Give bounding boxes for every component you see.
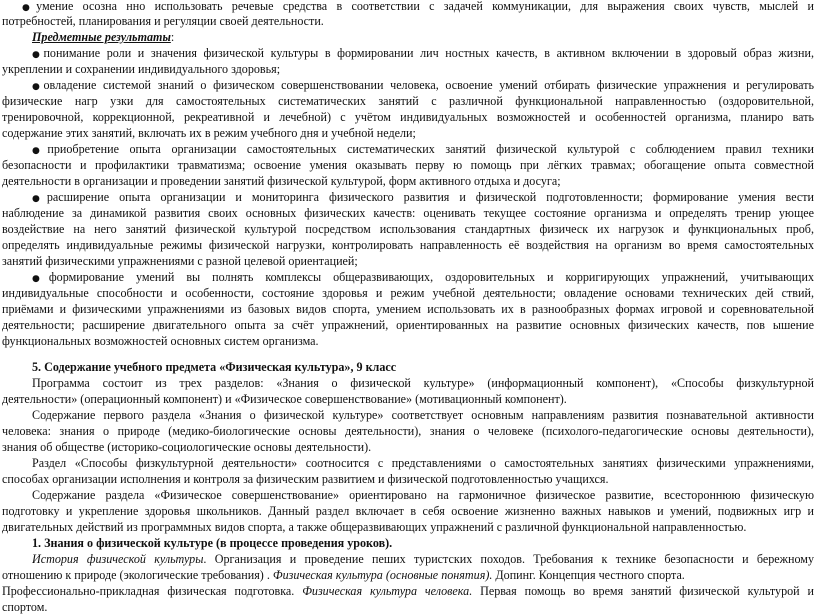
bullet-item: ●формирование умений вы полнять комплексы общеразвивающих, оздоровительных и корригирующих упражнений, учитывающих [32,270,814,284]
text-line: деятельности в организации и проведении занятий физической культурой, форм активного отдыха и досуга; [2,174,561,188]
text-line: содержание этих занятий, включать их в режим учебного дня и учебной недели; [2,126,416,140]
paragraph-line: спортом. [2,600,48,614]
bullet-icon: ● [32,194,47,204]
bullet-icon: ● [22,3,37,13]
text-line: укреплении и сохранении индивидуального здоровья; [2,62,281,76]
paragraph-line: человека: знания о природе (медико-биологические основы деятельности), знания о человеке (психолого-педагогические основы деятельности), [2,424,814,438]
bullet-icon: ● [32,50,44,60]
paragraph-line: деятельности» (операционный компонент) и «Физическое совершенствование» (мотивационный компонент). [2,392,567,406]
subject-results-heading: Предметные результаты: [32,30,175,44]
bullet-item: ●расширение опыта организации и мониторинга физического развития и физической подготовленности; формирование умения вести [32,190,814,204]
text-line: воздействие на него занятий физической культурой посредством использования стандартных физическ их нагрузок и функциональных проб, [2,222,814,236]
bullet-icon: ● [32,82,44,92]
section-title: 5. Содержание учебного предмета «Физическая культура», 9 класс [32,360,397,374]
bullet-item: ●понимание роли и значения физической культуры в формировании лич ностных качеств, в активном включении в здоровый образ жизни, [32,46,814,60]
text-line: безопасности и профилактики травматизма; освоение умения оказывать перву ю помощь при лёгких травмах; обогащение опыта совместной [2,158,814,172]
text-line: деятельности; расширение двигательного опыта за счёт упражнений, ориентированных на развитие основных физических качеств, пов ышение [2,318,814,332]
text-line: физические нагр узки для самостоятельных систематических занятий с различной функциональной направленностью (оздоровительной, [2,94,814,108]
paragraph-line: двигательных действий из программных видов спорта, а также общеразвивающих упражнений с различной функциональной направленностью. [2,520,747,534]
bullet-item: ●приобретение опыта организации самостоятельных систематических занятий физической культурой с соблюдением правил техники [32,142,814,156]
text-line: наблюдение за динамикой развития своих основных физических качеств: оценивать текущее состояние организма и определять тренир ующее [2,206,814,220]
paragraph-line: Профессионально-прикладная физическая подготовка. Физическая культура человека. Первая помощь во время занятий физической культурой и [2,584,814,598]
paragraph-line: знания об обществе (историко-социологические основы деятельности). [2,440,372,454]
paragraph-line: Содержание первого раздела «Знания о физической культуре» соответствует основным направлениям развития познавательной активности [32,408,814,422]
bullet-icon: ● [32,146,48,156]
paragraph-line: Содержание раздела «Физическое совершенствование» ориентировано на гармоничное физическое развитие, всестороннюю физическую [32,488,814,502]
paragraph-line: подготовку и укрепление здоровья школьников. Данный раздел включает в себя освоение жизненно важных навыков и умений, подвижных игр и [2,504,814,518]
text-line: занятий физическими упражнениями с разной целевой ориентацией; [2,254,358,268]
text-line: приёмами и физическими упражнениями из базовых видов спорта, умением использовать их в разнообразных формах игровой и соревновательной [2,302,814,316]
subsection-title: 1. Знания о физической культуре (в процессе проведения уроков). [32,536,393,550]
paragraph-line: История физической культуры. Организация и проведение пеших туристских походов. Требования к технике безопасности и бережному [32,552,814,566]
paragraph-line: Программа состоит из трех разделов: «Знания о физической культуре» (информационный компонент), «Способы физкультурной [32,376,814,390]
text-line: тренировочной, коррекционной, рекреативной и лечебной) с учётом индивидуальных возможностей и особенностей организма, планиро вать [2,110,814,124]
paragraph-line: отношению к природе (экологические требования) . Физическая культура (основные понятия). Допинг. Концепция честного спорта. [2,568,685,582]
bullet-text: умение осозна нно использовать речевые средства в соответствии с задачей коммуникации, для выражения своих чувств, мыслей и [36,0,814,13]
paragraph-line: Раздел «Способы физкультурной деятельности» соотносится с представлениями о самостоятельных занятиях физическими упражнениями, [32,456,814,470]
text-line: функциональных возможностей основных систем организма. [2,334,319,348]
text-line: определять индивидуальные режимы физической нагрузки, контролировать направленность её воздействия на организм во время самостоятельных [2,238,814,252]
text-line: индивидуальные способности и особенности, состояние здоровья и режим учебной деятельности; овладение основами технических дей ствий, [2,286,814,300]
bullet-icon: ● [32,274,49,284]
paragraph-line: способах организации исполнения и контроля за физическим развитием и физической подготовленностью учащихся. [2,472,609,486]
bullet-item: ●овладение системой знаний о физическом совершенствовании человека, освоение умений отбирать физические упражнения и регулировать [32,78,814,92]
text-line: потребностей, планирования и регуляции своей деятельности. [2,14,324,28]
